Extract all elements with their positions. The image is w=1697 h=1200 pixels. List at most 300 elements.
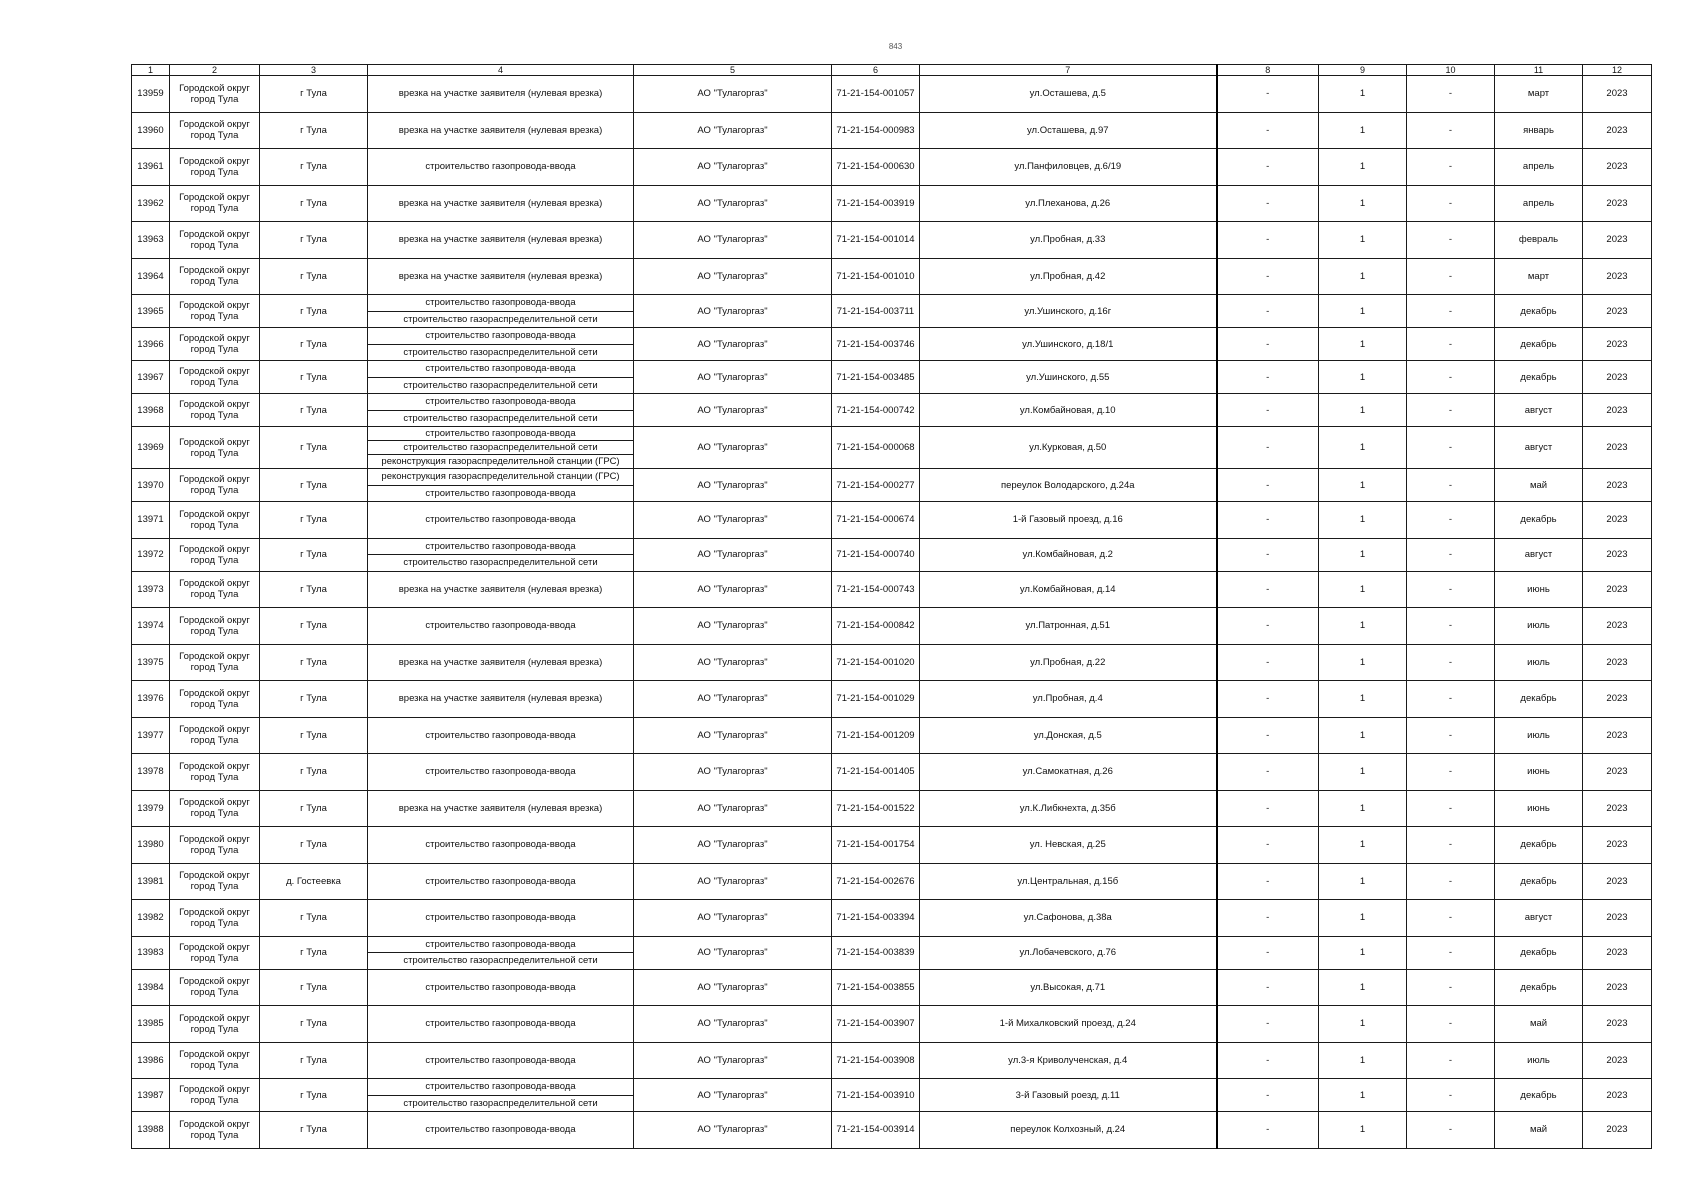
table-row [132,571,1652,608]
address-cell: ул.Плеханова, д.26 [920,185,1217,222]
table-row [132,936,1652,969]
address-cell: ул.Лобачевского, д.76 [920,936,1217,969]
locality-cell: д. Гостеевка [260,863,368,900]
works-list [368,681,633,717]
col10-cell: - [1407,969,1495,1006]
table-body [132,76,1652,1149]
work-item: строительство газопровода-ввода [425,981,576,993]
table-row [132,969,1652,1006]
col9-cell: 1 [1319,502,1407,539]
col10-cell: - [1407,827,1495,864]
address-cell: ул.К.Либкнехта, д.35б [920,790,1217,827]
work-item: строительство газопровода-ввода [425,766,576,778]
application-code-cell: 71-21-154-001010 [832,258,920,295]
organization-cell: АО "Тулагоргаз" [634,936,832,969]
col8-cell: - [1217,1079,1319,1112]
municipality-cell: Городской округ город Тула [170,394,260,427]
organization-cell: АО "Тулагоргаз" [634,361,832,394]
locality-cell: г Тула [260,571,368,608]
municipality-cell: Городской округ город Тула [170,1042,260,1079]
municipality-cell: Городской округ город Тула [170,1079,260,1112]
address-cell: ул.Осташева, д.97 [920,112,1217,149]
organization-cell: АО "Тулагоргаз" [634,644,832,681]
organization-cell: АО "Тулагоргаз" [634,717,832,754]
col10-cell: - [1407,1112,1495,1149]
row-number-cell: 13988 [132,1112,170,1149]
organization-cell: АО "Тулагоргаз" [634,469,832,502]
works-list [368,1112,633,1148]
table-row [132,608,1652,645]
table-row [132,754,1652,791]
col10-cell: - [1407,328,1495,361]
application-code-cell: 71-21-154-003711 [832,295,920,328]
row-number-cell: 13973 [132,571,170,608]
address-cell: ул.Осташева, д.5 [920,76,1217,113]
col10-cell: - [1407,361,1495,394]
col8-cell: - [1217,295,1319,328]
row-number-cell: 13968 [132,394,170,427]
works-list [368,827,633,863]
address-cell: ул.Высокая, д.71 [920,969,1217,1006]
works-list [368,970,633,1006]
page-number: 843 [888,42,903,51]
municipality-cell: Городской округ город Тула [170,295,260,328]
year-cell: 2023 [1583,149,1652,186]
municipality-cell: Городской округ город Тула [170,258,260,295]
organization-cell: АО "Тулагоргаз" [634,394,832,427]
col10-cell: - [1407,936,1495,969]
organization-cell: АО "Тулагоргаз" [634,1079,832,1112]
col8-cell: - [1217,827,1319,864]
work-item: строительство газопровода-ввода [425,1124,576,1136]
work-item: строительство газопровода-ввода [425,1054,576,1066]
row-number-cell: 13970 [132,469,170,502]
works-cell [368,969,634,1006]
col9-cell: 1 [1319,900,1407,937]
col10-cell: - [1407,427,1495,469]
works-cell [368,295,634,328]
locality-cell: г Тула [260,538,368,571]
column-header: 2 [170,65,260,76]
col9-cell: 1 [1319,185,1407,222]
organization-cell: АО "Тулагоргаз" [634,681,832,718]
year-cell: 2023 [1583,754,1652,791]
application-code-cell: 71-21-154-003919 [832,185,920,222]
table-row [132,1006,1652,1043]
col10-cell: - [1407,608,1495,645]
address-cell: ул.Сафонова, д.38а [920,900,1217,937]
table-row [132,328,1652,361]
col8-cell: - [1217,969,1319,1006]
municipality-cell: Городской округ город Тула [170,328,260,361]
address-cell: 1-й Газовый проезд, д.16 [920,502,1217,539]
locality-cell: г Тула [260,112,368,149]
work-item: строительство газопровода-ввода [425,1081,576,1093]
application-code-cell: 71-21-154-003746 [832,328,920,361]
work-item: строительство газопровода-ввода [425,161,576,173]
month-cell: май [1495,1112,1583,1149]
works-cell [368,754,634,791]
col8-cell: - [1217,538,1319,571]
works-cell [368,608,634,645]
month-cell: апрель [1495,149,1583,186]
address-cell: ул. Невская, д.25 [920,827,1217,864]
works-list [368,186,633,222]
application-code-cell: 71-21-154-003914 [832,1112,920,1149]
municipality-cell: Городской округ город Тула [170,427,260,469]
row-number-cell: 13962 [132,185,170,222]
address-cell: ул.Пробная, д.22 [920,644,1217,681]
address-cell: ул.Патронная, д.51 [920,608,1217,645]
application-code-cell: 71-21-154-003485 [832,361,920,394]
year-cell: 2023 [1583,790,1652,827]
col10-cell: - [1407,681,1495,718]
year-cell: 2023 [1583,717,1652,754]
col10-cell: - [1407,644,1495,681]
locality-cell: г Тула [260,258,368,295]
locality-cell: г Тула [260,1079,368,1112]
col8-cell: - [1217,258,1319,295]
organization-cell: АО "Тулагоргаз" [634,427,832,469]
municipality-cell: Городской округ город Тула [170,827,260,864]
month-cell: август [1495,394,1583,427]
address-cell: ул.Панфиловцев, д.6/19 [920,149,1217,186]
col8-cell: - [1217,1042,1319,1079]
locality-cell: г Тула [260,1112,368,1149]
row-number-cell: 13986 [132,1042,170,1079]
month-cell: декабрь [1495,328,1583,361]
year-cell: 2023 [1583,644,1652,681]
work-item: врезка на участке заявителя (нулевая врезка) [398,693,603,705]
col10-cell: - [1407,790,1495,827]
row-number-cell: 13976 [132,681,170,718]
address-cell: ул.Донская, д.5 [920,717,1217,754]
table-row [132,1079,1652,1112]
table-row [132,295,1652,328]
col9-cell: 1 [1319,394,1407,427]
col9-cell: 1 [1319,644,1407,681]
municipality-cell: Городской округ город Тула [170,608,260,645]
col9-cell: 1 [1319,295,1407,328]
col9-cell: 1 [1319,1006,1407,1043]
municipality-cell: Городской округ город Тула [170,112,260,149]
col8-cell: - [1217,361,1319,394]
locality-cell: г Тула [260,936,368,969]
address-cell: ул.Комбайновая, д.10 [920,394,1217,427]
organization-cell: АО "Тулагоргаз" [634,1006,832,1043]
year-cell: 2023 [1583,1042,1652,1079]
year-cell: 2023 [1583,112,1652,149]
works-cell [368,1079,634,1112]
year-cell: 2023 [1583,361,1652,394]
work-item: строительство газопровода-ввода [425,396,576,408]
address-cell: ул.Пробная, д.42 [920,258,1217,295]
year-cell: 2023 [1583,936,1652,969]
municipality-cell: Городской округ город Тула [170,754,260,791]
address-cell: 3-й Газовый роезд, д.11 [920,1079,1217,1112]
application-code-cell: 71-21-154-000742 [832,394,920,427]
work-item: строительство газопровода-ввода [425,912,576,924]
col10-cell: - [1407,112,1495,149]
works-cell [368,790,634,827]
municipality-cell: Городской округ город Тула [170,1112,260,1149]
work-item: строительство газораспределительной сети [368,344,633,361]
month-cell: июль [1495,644,1583,681]
col8-cell: - [1217,76,1319,113]
year-cell: 2023 [1583,76,1652,113]
year-cell: 2023 [1583,900,1652,937]
work-item: строительство газопровода-ввода [425,363,576,375]
works-cell [368,1112,634,1149]
col9-cell: 1 [1319,827,1407,864]
municipality-cell: Городской округ город Тула [170,900,260,937]
year-cell: 2023 [1583,222,1652,259]
col9-cell: 1 [1319,328,1407,361]
col10-cell: - [1407,863,1495,900]
work-item: строительство газопровода-ввода [425,297,576,309]
table-row [132,361,1652,394]
work-item: врезка на участке заявителя (нулевая врезка) [398,656,603,668]
col10-cell: - [1407,538,1495,571]
row-number-cell: 13965 [132,295,170,328]
application-code-cell: 71-21-154-003910 [832,1079,920,1112]
locality-cell: г Тула [260,427,368,469]
work-item: строительство газораспределительной сети [368,410,633,427]
locality-cell: г Тула [260,222,368,259]
application-code-cell: 71-21-154-001522 [832,790,920,827]
organization-cell: АО "Тулагоргаз" [634,571,832,608]
col8-cell: - [1217,112,1319,149]
year-cell: 2023 [1583,295,1652,328]
application-code-cell: 71-21-154-000740 [832,538,920,571]
year-cell: 2023 [1583,328,1652,361]
works-list [368,149,633,185]
year-cell: 2023 [1583,258,1652,295]
locality-cell: г Тула [260,502,368,539]
locality-cell: г Тула [260,644,368,681]
work-item: строительство газораспределительной сети [368,377,633,394]
locality-cell: г Тула [260,681,368,718]
table-row [132,222,1652,259]
application-code-cell: 71-21-154-000630 [832,149,920,186]
works-cell [368,394,634,427]
application-code-cell: 71-21-154-000674 [832,502,920,539]
month-cell: июль [1495,608,1583,645]
work-item: строительство газопровода-ввода [425,938,576,950]
application-code-cell: 71-21-154-001754 [832,827,920,864]
address-cell: ул.Самокатная, д.26 [920,754,1217,791]
col9-cell: 1 [1319,361,1407,394]
col8-cell: - [1217,608,1319,645]
table-row [132,469,1652,502]
year-cell: 2023 [1583,681,1652,718]
table-row [132,790,1652,827]
col10-cell: - [1407,222,1495,259]
col8-cell: - [1217,1006,1319,1043]
col10-cell: - [1407,295,1495,328]
col9-cell: 1 [1319,538,1407,571]
col9-cell: 1 [1319,112,1407,149]
works-cell [368,469,634,502]
table-row [132,538,1652,571]
work-item: реконструкция газораспределительной станции (ГРС) [368,454,633,468]
works-cell [368,1042,634,1079]
work-item: строительство газораспределительной сети [368,311,633,328]
application-code-cell: 71-21-154-002676 [832,863,920,900]
work-item: строительство газораспределительной сети [368,554,633,571]
works-cell [368,328,634,361]
work-item: врезка на участке заявителя (нулевая врезка) [398,197,603,209]
col9-cell: 1 [1319,1112,1407,1149]
works-list [368,427,633,468]
year-cell: 2023 [1583,538,1652,571]
locality-cell: г Тула [260,295,368,328]
work-item: строительство газопровода-ввода [425,330,576,342]
works-list [368,502,633,538]
work-item: строительство газораспределительной сети [368,952,633,969]
table-row [132,502,1652,539]
locality-cell: г Тула [260,717,368,754]
col10-cell: - [1407,1006,1495,1043]
works-cell [368,717,634,754]
col10-cell: - [1407,469,1495,502]
address-cell: переулок Володарского, д.24а [920,469,1217,502]
application-code-cell: 71-21-154-003855 [832,969,920,1006]
col8-cell: - [1217,571,1319,608]
work-item: строительство газопровода-ввода [425,428,576,439]
municipality-cell: Городской округ город Тула [170,538,260,571]
month-cell: декабрь [1495,1079,1583,1112]
col8-cell: - [1217,900,1319,937]
organization-cell: АО "Тулагоргаз" [634,328,832,361]
year-cell: 2023 [1583,1079,1652,1112]
works-list [368,1006,633,1042]
organization-cell: АО "Тулагоргаз" [634,969,832,1006]
works-list [368,394,633,426]
col10-cell: - [1407,1042,1495,1079]
municipality-cell: Городской округ город Тула [170,76,260,113]
table-row [132,258,1652,295]
col8-cell: - [1217,717,1319,754]
column-header: 11 [1495,65,1583,76]
col9-cell: 1 [1319,469,1407,502]
works-cell [368,258,634,295]
gasification-table [131,64,1652,1149]
works-cell [368,361,634,394]
col10-cell: - [1407,502,1495,539]
application-code-cell: 71-21-154-003839 [832,936,920,969]
month-cell: март [1495,76,1583,113]
works-cell [368,427,634,469]
column-header: 7 [920,65,1217,76]
month-cell: август [1495,427,1583,469]
works-cell [368,900,634,937]
col9-cell: 1 [1319,76,1407,113]
month-cell: март [1495,258,1583,295]
work-item: врезка на участке заявителя (нулевая врезка) [398,583,603,595]
locality-cell: г Тула [260,1006,368,1043]
application-code-cell: 71-21-154-000983 [832,112,920,149]
municipality-cell: Городской округ город Тула [170,790,260,827]
col9-cell: 1 [1319,222,1407,259]
work-item: врезка на участке заявителя (нулевая врезка) [398,802,603,814]
work-item: врезка на участке заявителя (нулевая врезка) [398,124,603,136]
row-number-cell: 13987 [132,1079,170,1112]
work-item: строительство газопровода-ввода [425,875,576,887]
col8-cell: - [1217,222,1319,259]
col9-cell: 1 [1319,1042,1407,1079]
col9-cell: 1 [1319,863,1407,900]
locality-cell: г Тула [260,1042,368,1079]
application-code-cell: 71-21-154-000842 [832,608,920,645]
row-number-cell: 13967 [132,361,170,394]
organization-cell: АО "Тулагоргаз" [634,1112,832,1149]
works-list [368,937,633,969]
month-cell: февраль [1495,222,1583,259]
work-item: строительство газопровода-ввода [368,485,633,502]
table-row [132,1042,1652,1079]
month-cell: июль [1495,1042,1583,1079]
row-number-cell: 13961 [132,149,170,186]
year-cell: 2023 [1583,571,1652,608]
row-number-cell: 13977 [132,717,170,754]
month-cell: декабрь [1495,969,1583,1006]
address-cell: ул.3-я Криволученская, д.4 [920,1042,1217,1079]
month-cell: декабрь [1495,361,1583,394]
application-code-cell: 71-21-154-001405 [832,754,920,791]
row-number-cell: 13966 [132,328,170,361]
organization-cell: АО "Тулагоргаз" [634,863,832,900]
column-header: 5 [634,65,832,76]
works-list [368,222,633,258]
works-cell [368,76,634,113]
col9-cell: 1 [1319,571,1407,608]
row-number-cell: 13985 [132,1006,170,1043]
municipality-cell: Городской округ город Тула [170,717,260,754]
col10-cell: - [1407,185,1495,222]
month-cell: декабрь [1495,936,1583,969]
col10-cell: - [1407,149,1495,186]
row-number-cell: 13963 [132,222,170,259]
application-code-cell: 71-21-154-001057 [832,76,920,113]
month-cell: июнь [1495,571,1583,608]
table-row [132,76,1652,113]
locality-cell: г Тула [260,394,368,427]
organization-cell: АО "Тулагоргаз" [634,295,832,328]
municipality-cell: Городской округ город Тула [170,936,260,969]
works-cell [368,112,634,149]
year-cell: 2023 [1583,1112,1652,1149]
application-code-cell: 71-21-154-003908 [832,1042,920,1079]
month-cell: май [1495,1006,1583,1043]
col10-cell: - [1407,76,1495,113]
col9-cell: 1 [1319,427,1407,469]
column-header: 3 [260,65,368,76]
table-row [132,427,1652,469]
address-cell: ул.Пробная, д.4 [920,681,1217,718]
works-list [368,295,633,327]
municipality-cell: Городской округ город Тула [170,185,260,222]
application-code-cell: 71-21-154-003907 [832,1006,920,1043]
address-cell: ул.Ушинского, д.18/1 [920,328,1217,361]
locality-cell: г Тула [260,185,368,222]
locality-cell: г Тула [260,328,368,361]
year-cell: 2023 [1583,394,1652,427]
address-cell: переулок Колхозный, д.24 [920,1112,1217,1149]
col8-cell: - [1217,644,1319,681]
locality-cell: г Тула [260,361,368,394]
year-cell: 2023 [1583,863,1652,900]
